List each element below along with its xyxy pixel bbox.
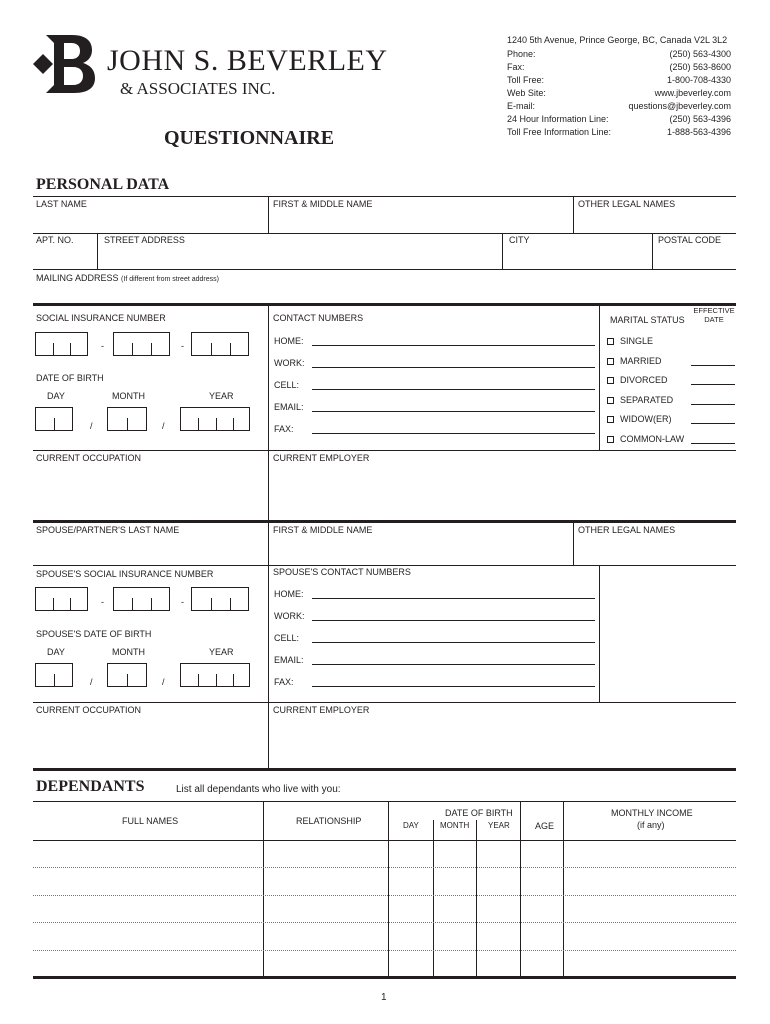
spouse-employer-label: CURRENT EMPLOYER (273, 705, 370, 715)
personal-contact-label: WORK: (274, 358, 305, 368)
page-number: 1 (381, 992, 387, 1003)
spouse-sin-group-3[interactable] (191, 587, 249, 611)
postal-code-label: POSTAL CODE (658, 235, 722, 245)
spouse-dob-day-label: DAY (47, 647, 65, 657)
personal-contact-input[interactable] (312, 433, 595, 434)
marital-option-label: DIVORCED (620, 375, 668, 385)
company-contact-row (507, 48, 731, 61)
personal-contact-input[interactable] (312, 345, 595, 346)
dob-year-label: YEAR (209, 391, 234, 401)
col-relationship: RELATIONSHIP (296, 816, 362, 826)
company-name-sub: & ASSOCIATES INC. (120, 79, 276, 98)
spouse-occupation-field[interactable] (34, 717, 266, 765)
last-name-label: LAST NAME (36, 199, 87, 209)
effective-date-input[interactable] (691, 384, 735, 385)
city-field[interactable] (504, 246, 650, 268)
company-contacts (507, 48, 731, 139)
personal-contact-label: HOME: (274, 336, 304, 346)
spouse-other-legal-field[interactable] (575, 537, 735, 563)
rule (33, 196, 736, 197)
company-contact-value: 1-888-563-4396 (666, 127, 731, 137)
effective-date-input[interactable] (691, 443, 735, 444)
spouse-dob-day-field[interactable] (35, 663, 73, 687)
sin-group-1[interactable] (35, 332, 88, 356)
page-title: QUESTIONNAIRE (164, 127, 335, 149)
marital-checkbox[interactable] (607, 397, 614, 404)
first-middle-name-field[interactable] (270, 210, 570, 232)
spouse-contact-label: WORK: (274, 611, 305, 621)
city-label: CITY (509, 235, 530, 245)
dob-month-field[interactable] (107, 407, 147, 431)
effective-date-input[interactable] (691, 423, 735, 424)
col-full-names: FULL NAMES (122, 816, 179, 826)
spouse-dob-month-label: MONTH (112, 647, 145, 657)
company-contact-value: questions@jbeverley.com (628, 101, 731, 111)
sin-label: SOCIAL INSURANCE NUMBER (36, 313, 166, 323)
company-contact-label: Fax: (507, 62, 525, 72)
dependants-instruction: List all dependants who live with you: (176, 784, 341, 795)
sin-group-3[interactable] (191, 332, 249, 356)
company-contact-label: Phone: (507, 49, 536, 59)
spouse-dob-month-field[interactable] (107, 663, 147, 687)
company-contact-value: (250) 563-4300 (669, 49, 731, 59)
company-contact-value: (250) 563-4396 (669, 114, 731, 124)
spouse-first-middle-field[interactable] (270, 537, 570, 563)
mailing-address-label (36, 273, 219, 283)
company-contact-row (507, 126, 731, 139)
street-address-field[interactable] (99, 246, 500, 268)
marital-checkbox[interactable] (607, 416, 614, 423)
dependant-row[interactable] (34, 842, 734, 866)
street-address-label: STREET ADDRESS (104, 235, 185, 245)
effective-date-input[interactable] (691, 365, 735, 366)
spouse-contact-label: FAX: (274, 677, 294, 687)
marital-checkbox[interactable] (607, 436, 614, 443)
apt-no-label: APT. NO. (36, 235, 74, 245)
spouse-contact-input[interactable] (312, 664, 595, 665)
dependant-row[interactable] (34, 869, 734, 893)
spouse-contact-label: HOME: (274, 589, 304, 599)
effective-date-label: EFFECTIVE DATE (693, 306, 735, 324)
spouse-sin-group-1[interactable] (35, 587, 88, 611)
company-contact-row (507, 113, 731, 126)
dependant-row[interactable] (34, 924, 734, 948)
spouse-contact-input[interactable] (312, 642, 595, 643)
personal-contact-input[interactable] (312, 411, 595, 412)
spouse-sin-group-2[interactable] (113, 587, 170, 611)
marital-status-label: MARITAL STATUS (610, 315, 685, 325)
col-dob-year: YEAR (488, 821, 510, 830)
personal-contact-input[interactable] (312, 389, 595, 390)
company-contact-label: Toll Free Information Line: (507, 127, 612, 137)
first-middle-name-label: FIRST & MIDDLE NAME (273, 199, 373, 209)
marital-option-label: COMMON-LAW (620, 433, 685, 444)
personal-contact-label: FAX: (274, 424, 294, 434)
spouse-sin-label: SPOUSE'S SOCIAL INSURANCE NUMBER (36, 569, 214, 579)
personal-contact-label: EMAIL: (274, 402, 304, 412)
spouse-contact-label: EMAIL: (274, 655, 304, 665)
current-employer-label: CURRENT EMPLOYER (273, 453, 370, 463)
dob-day-field[interactable] (35, 407, 73, 431)
effective-date-input[interactable] (691, 404, 735, 405)
col-if-any: (if any) (637, 820, 665, 830)
personal-contact-label: CELL: (274, 380, 300, 390)
col-dob-day: DAY (403, 821, 419, 830)
dependant-row[interactable] (34, 952, 734, 974)
marital-checkbox[interactable] (607, 358, 614, 365)
col-date-of-birth: DATE OF BIRTH (445, 808, 513, 818)
dob-year-field[interactable] (180, 407, 250, 431)
company-contact-row (507, 74, 731, 87)
spouse-contact-numbers-label: SPOUSE'S CONTACT NUMBERS (273, 567, 411, 577)
spouse-first-middle-label: FIRST & MIDDLE NAME (273, 525, 373, 535)
mailing-address-text: MAILING ADDRESS (36, 273, 119, 283)
company-contact-row (507, 87, 731, 100)
spouse-contact-input[interactable] (312, 620, 595, 621)
sin-group-2[interactable] (113, 332, 170, 356)
marital-option-label: SINGLE (620, 336, 654, 346)
company-name: JOHN S. BEVERLEY (107, 44, 388, 77)
marital-checkbox[interactable] (607, 377, 614, 384)
col-monthly-income: MONTHLY INCOME (611, 808, 693, 818)
company-contact-label: 24 Hour Information Line: (507, 114, 609, 124)
col-dob-month: MONTH (440, 821, 470, 830)
spouse-employer-field[interactable] (270, 717, 735, 765)
spouse-occupation-label: CURRENT OCCUPATION (36, 705, 142, 715)
spouse-contact-input[interactable] (312, 598, 595, 599)
mailing-address-note: (If different from street address) (121, 276, 219, 283)
spouse-other-legal-label: OTHER LEGAL NAMES (578, 525, 676, 535)
current-occupation-field[interactable] (34, 465, 266, 517)
other-legal-names-label: OTHER LEGAL NAMES (578, 199, 676, 209)
logo-mark-icon (32, 33, 96, 95)
current-employer-field[interactable] (270, 465, 735, 517)
spouse-last-name-field[interactable] (34, 537, 266, 563)
spouse-contact-input[interactable] (312, 686, 595, 687)
personal-data-heading: PERSONAL DATA (36, 176, 170, 193)
col-age: AGE (535, 821, 555, 831)
company-contact-value: 1-800-708-4330 (666, 75, 731, 85)
dob-label: DATE OF BIRTH (36, 373, 104, 383)
last-name-field[interactable] (34, 210, 266, 232)
personal-contact-input[interactable] (312, 367, 595, 368)
company-contact-label: E-mail: (507, 101, 536, 111)
company-contact-row (507, 61, 731, 74)
spouse-dob-label: SPOUSE'S DATE OF BIRTH (36, 629, 152, 639)
dependant-row[interactable] (34, 897, 734, 921)
spouse-contact-label: CELL: (274, 633, 300, 643)
dependants-heading: DEPENDANTS (36, 778, 145, 795)
company-contact-value: (250) 563-8600 (669, 62, 731, 72)
contact-numbers-label: CONTACT NUMBERS (273, 313, 364, 323)
marital-checkbox[interactable] (607, 338, 614, 345)
company-address: 1240 5th Avenue, Prince George, BC, Canada V2L 3L2 (507, 35, 728, 45)
other-legal-names-field[interactable] (575, 210, 735, 232)
mailing-address-field[interactable] (34, 284, 734, 302)
spouse-dob-year-label: YEAR (209, 647, 234, 657)
company-contact-row (507, 100, 731, 113)
dob-month-label: MONTH (112, 391, 145, 401)
dob-day-label: DAY (47, 391, 65, 401)
company-contact-label: Web Site: (507, 88, 546, 98)
marital-option-label: SEPARATED (620, 394, 674, 405)
spouse-last-name-label: SPOUSE/PARTNER'S LAST NAME (36, 525, 180, 535)
apt-no-field[interactable] (34, 246, 95, 268)
company-contact-label: Toll Free: (507, 75, 545, 85)
postal-code-field[interactable] (654, 246, 735, 268)
company-logo (32, 33, 96, 95)
company-contact-value: www.jbeverley.com (654, 88, 731, 98)
current-occupation-label: CURRENT OCCUPATION (36, 453, 142, 463)
marital-option-label: WIDOW(ER) (620, 414, 672, 424)
spouse-dob-year-field[interactable] (180, 663, 250, 687)
marital-option-label: MARRIED (620, 355, 662, 366)
